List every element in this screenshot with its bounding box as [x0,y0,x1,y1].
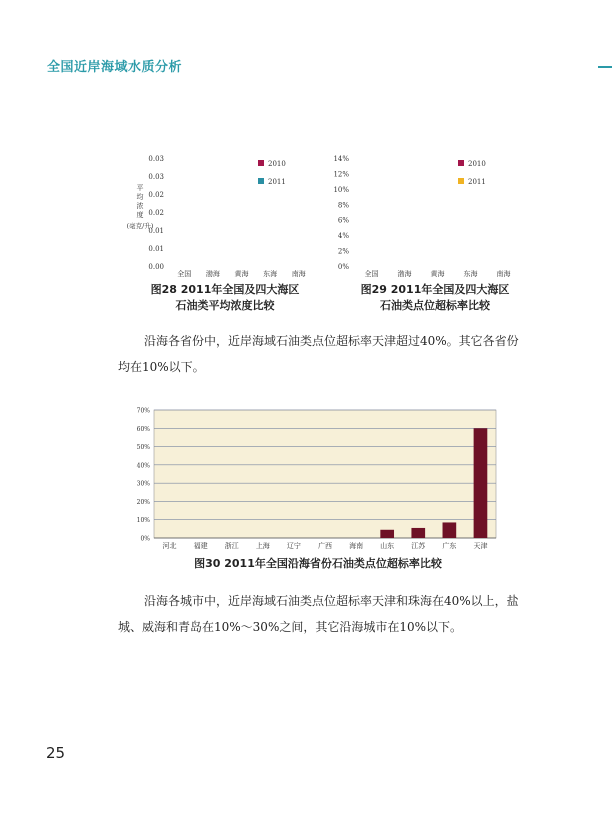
figure-29-caption-line1: 图29 2011年全国及四大海区 [360,283,510,296]
y-tick-label: 2% [337,247,349,256]
y-tick-label: 0.00 [148,263,164,271]
legend-label: 2011 [268,178,286,186]
y-tick-label: 0% [337,263,349,271]
x-category-label: 广东 [442,542,457,550]
x-category-label: 全国 [177,270,192,278]
bar [411,528,425,538]
y-tick-label: 0.02 [148,209,164,217]
x-category-label: 南海 [291,270,306,278]
y-tick-label: 4% [337,232,349,241]
x-category-label: 黄海 [234,270,249,278]
figure-28-caption-line2: 石油类平均浓度比较 [175,299,275,312]
page-header-title: 全国近岸海域水质分析 [47,60,183,75]
y-tick-label: 10% [136,517,150,525]
y-axis-label-char: 浓 [136,202,144,210]
x-category-label: 辽宁 [286,542,301,550]
page-number: 25 [46,744,66,762]
y-tick-label: 6% [337,216,349,225]
figure-29-caption [340,282,530,314]
x-category-label: 全国 [364,270,379,278]
figure-29-chart [325,150,525,280]
y-tick-label: 50% [136,444,150,452]
x-category-label: 山东 [380,542,395,550]
paragraph-2 [118,588,528,640]
y-tick-label: 0.01 [148,245,164,253]
figure-30-caption: 图30 2011年全国沿海省份石油类点位超标率比较 [194,557,442,570]
x-category-label: 渤海 [205,270,220,278]
x-category-label: 东海 [463,270,478,278]
figure-28-chart [118,150,318,280]
y-axis-label-unit: (毫克/升) [126,222,154,230]
x-category-label: 海南 [349,542,364,550]
y-tick-label: 0.01 [148,227,164,235]
x-category-label: 黄海 [430,270,445,278]
y-tick-label: 30% [136,480,150,488]
x-category-label: 上海 [255,542,270,550]
y-axis-label-char: 平 [136,184,144,192]
x-category-label: 渤海 [397,270,412,278]
figure-28-caption [130,282,320,314]
y-tick-label: 0.02 [148,191,164,199]
paragraph-2-text: 沿海各城市中，近岸海域石油类点位超标率天津和珠海在40%以上，盐城、威海和青岛在10%～30%之间，其它沿海城市在10%以下。 [118,594,519,634]
y-tick-label: 40% [136,462,150,470]
legend-swatch [258,160,264,166]
bar [474,428,488,538]
y-tick-label: 14% [333,155,349,163]
x-category-label: 河北 [162,542,177,550]
plot-area [154,410,496,538]
y-tick-label: 10% [333,185,349,194]
bar [443,522,457,538]
y-tick-label: 0.03 [148,173,164,181]
paragraph-1 [118,328,528,380]
y-tick-label: 0.03 [148,155,164,163]
legend-swatch [458,178,464,184]
x-category-label: 东海 [263,270,278,278]
x-category-label: 南海 [496,270,511,278]
header-rule [598,66,612,68]
legend-label: 2011 [468,178,486,186]
x-category-label: 广西 [318,542,332,550]
figure-29-caption-line2: 石油类点位超标率比较 [380,299,490,312]
x-category-label: 天津 [473,542,488,550]
y-axis-label-char: 度 [136,211,144,219]
figure-30-chart [118,402,518,554]
bar [380,530,394,538]
y-axis-label-char: 均 [136,193,144,201]
x-category-label: 江苏 [411,542,426,550]
legend-swatch [258,178,264,184]
x-category-label: 浙江 [224,542,239,550]
y-tick-label: 20% [136,498,150,506]
y-tick-label: 8% [337,201,349,210]
figure-28-caption-line1: 图28 2011年全国及四大海区 [150,283,300,296]
y-tick-label: 70% [136,407,150,415]
legend-swatch [458,160,464,166]
legend-label: 2010 [468,160,486,168]
y-tick-label: 0% [140,535,150,543]
y-tick-label: 60% [136,425,150,433]
x-category-label: 福建 [193,542,208,550]
y-tick-label: 12% [333,170,349,179]
paragraph-1-text: 沿海各省份中，近岸海域石油类点位超标率天津超过40%。其它各省份均在10%以下。 [118,334,519,374]
legend-label: 2010 [268,160,286,168]
